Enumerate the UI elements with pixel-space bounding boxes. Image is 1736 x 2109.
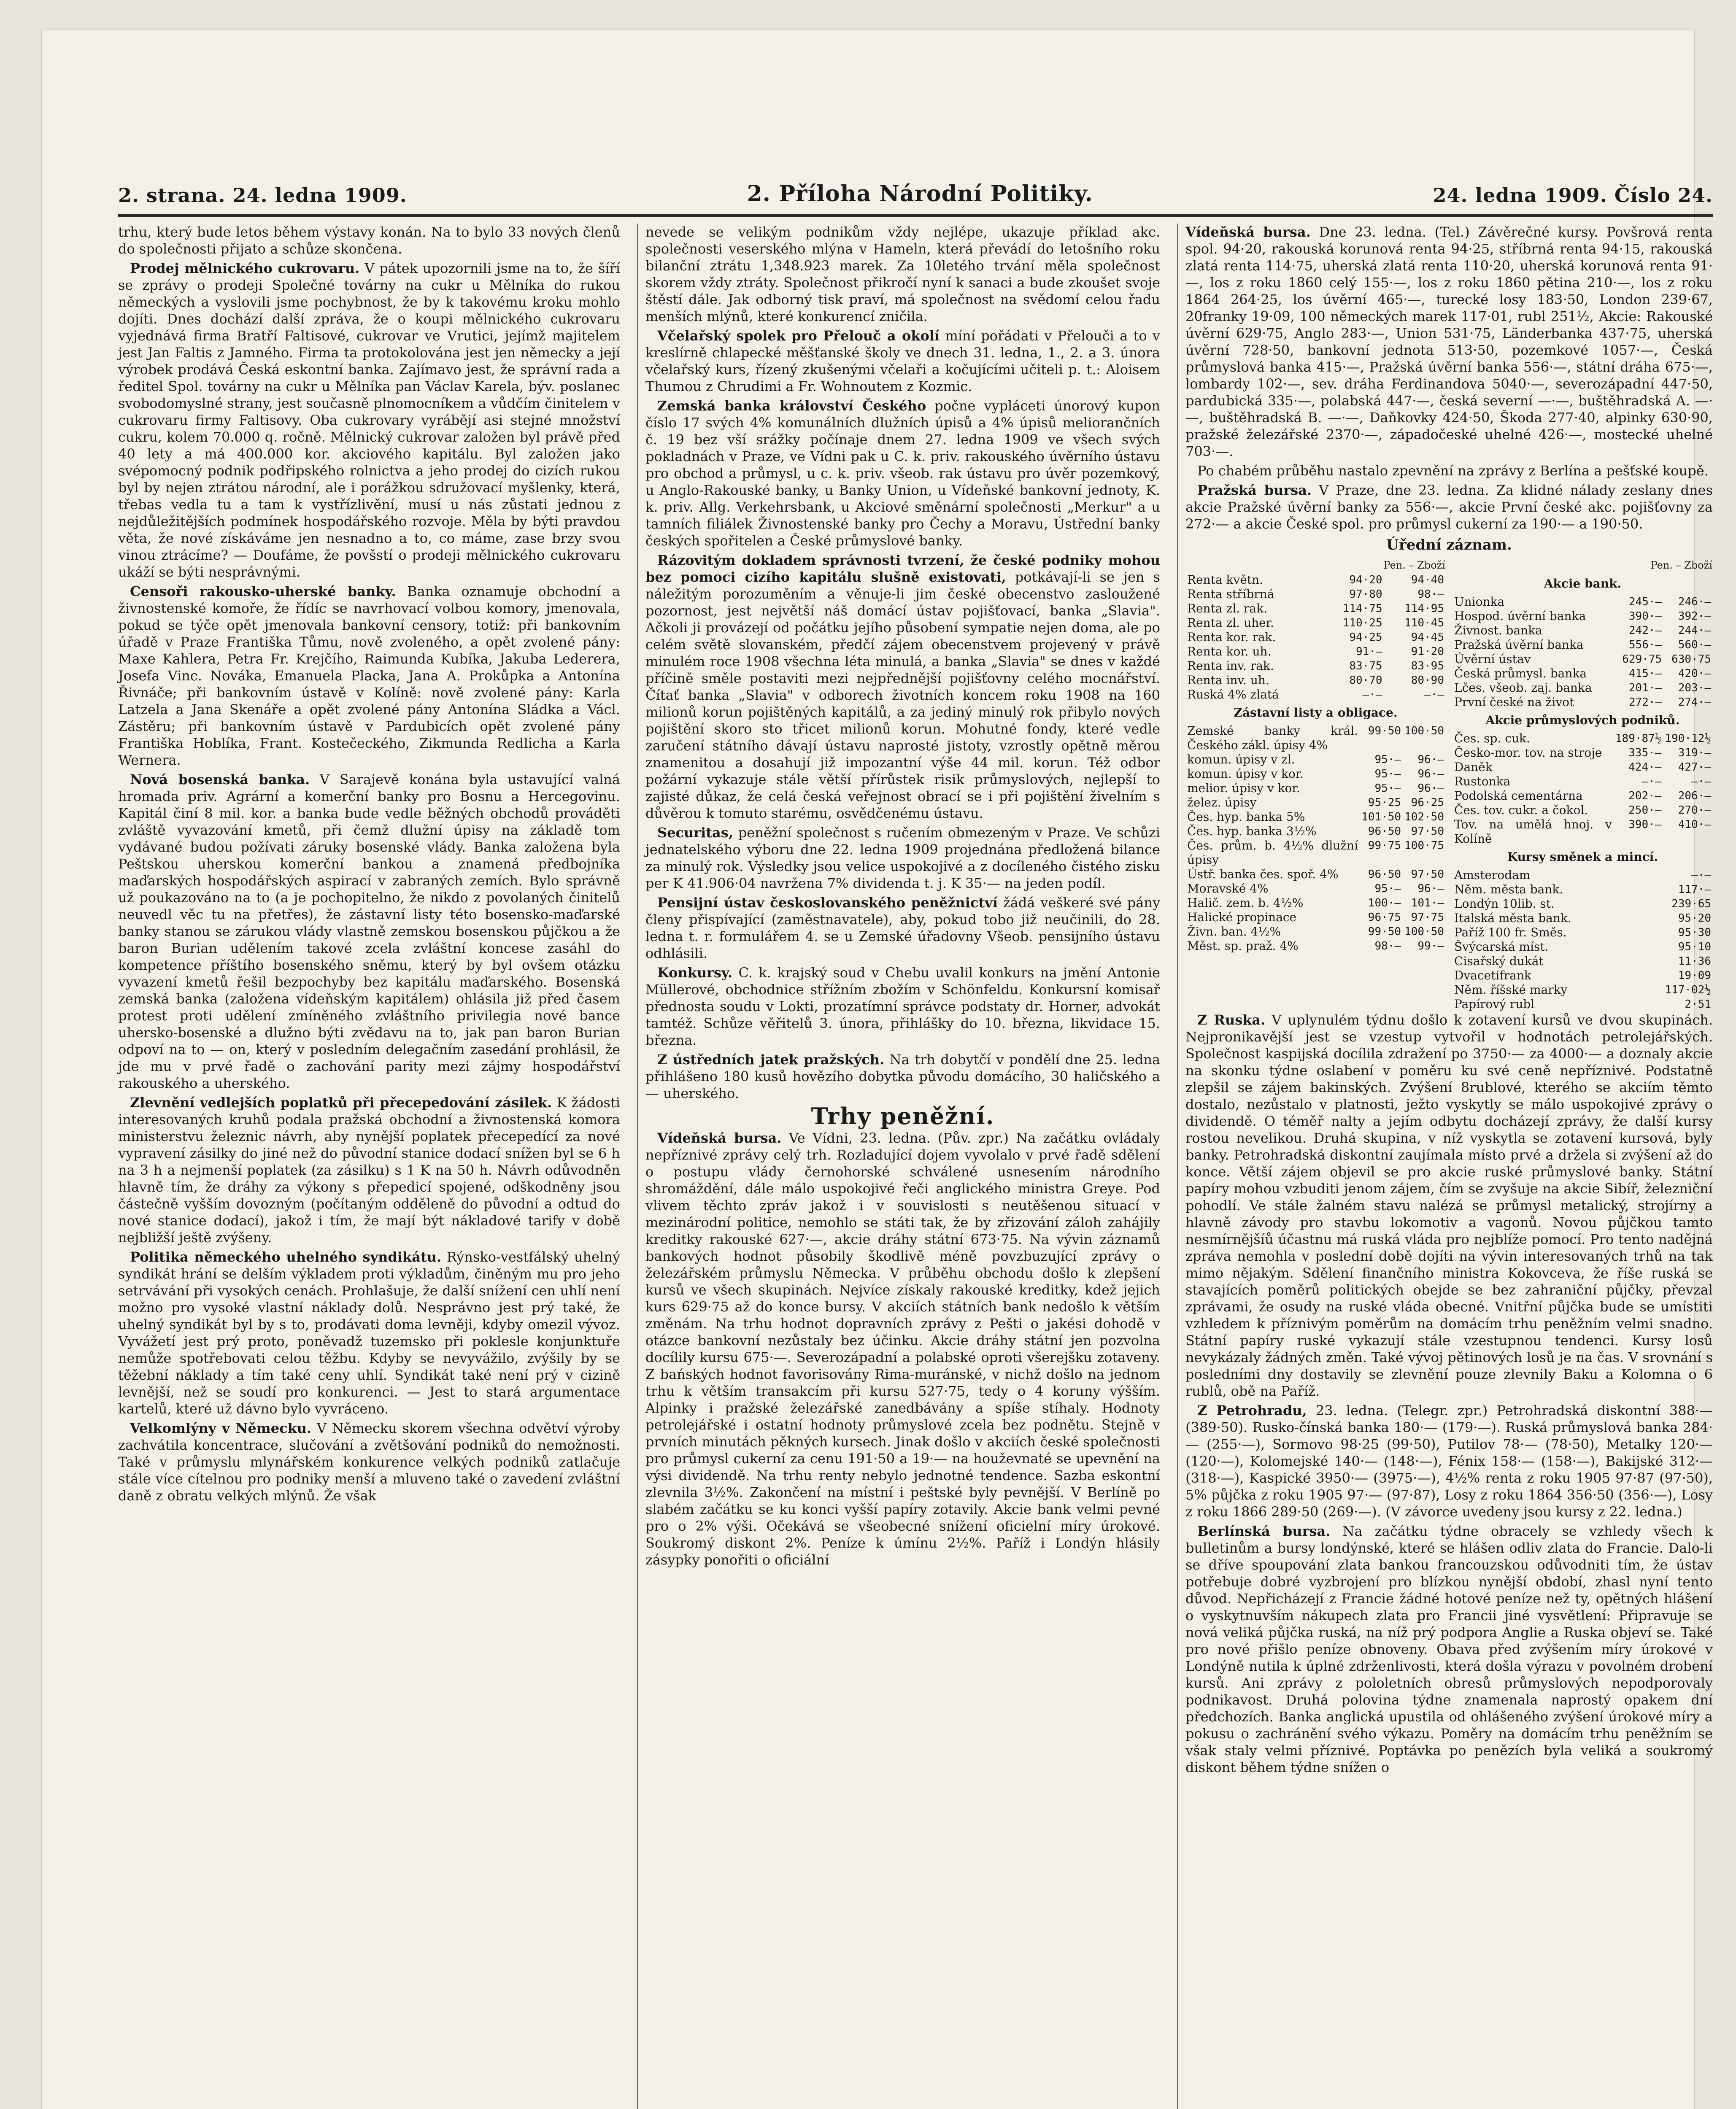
quote-name: Dvacetifrank — [1454, 968, 1531, 982]
quote-ask: 410·— — [1678, 818, 1711, 831]
article-body: Rýnsko-vestfálský uhelný syndikát hrání se delším výkladem proti výkladům, činěným mu pro jeho setrvávání při vysokých cenách. Prohlašuje, že další snížení cen uhlí není možno pro vysoké vlastní náklady dolů. Nesprávno jest prý také, že uhelný syndikát byl by s to, prodávati doma levněji, kdyby omezil vývoz. Vyvážetí jest prý proto, poněvadž tuzemsko při poklesle konjunktuře nemůže spotřebovati celou těžbu. Kdyby se nevyvážilo, zvýšily by se těžební náklady a tím také ceny uhlí. Syndikát také není prý v cizině levnější, než se soudí pro konkurenci. — Jest to stará argumentace kartelů, které už dávno bylo vyvráceno. — [118, 1249, 621, 1417]
column-3 — [1177, 224, 1713, 2109]
table-row — [1185, 688, 1446, 702]
table-row — [1185, 767, 1446, 781]
quote-ask: 91·20 — [1411, 645, 1444, 658]
article-body: V pátek upozornili jsme na to, že šíří se zprávy o prodeji Společné továrny na cukr u Mělníka do rukou německých a vyslovili jsme pochybnost, že by k takovému kroku mohlo dojíti. Dnes dochází další zpráva, že o koupi mělnického cukrovaru vyjednává firma Bratří Faltisové, cukrovar ve Vrutici, jejímž majitelem jest Jan Faltis z Jamného. Firma ta protokolována jest jen německy a její výrobek prodává Česká eskontní banka. Zajímavo jest, že správní rada a ředitel Spol. továrny na cukr u Mělníka pan Václav Karela, býv. poslanec svobodomyslné strany, jest současně plnomocníkem a vůdčím činitelem v cukrovaru firmy Faltisovy. Oba cukrovary vyrábějí asi stejné množství cukru, kolem 70.000 q. ročně. Mělnický cukrovar založen byl právě před 40 lety a má 400.000 kor. akciového kapitálu. Byl založen jako svépomocný podnik podřipského rolnictva a jeho prodej do cizích rukou byl by nejen ztrátou národní, ale i porážkou sdružovací myšlenky, která, třebas vedla tu a tam k vystřízlivění, musí u nás zůstati jednou z nejdůležitějších podmínek hospodářského rozvoje. Měla by býti pravdou věta, že nové získáváme jen nesnadno a to, co máme, zase brzy svou vinou ztrácíme? — Doufáme, že povšstí o prodeji mělnického cukrovaru ukáží se býti nesprávnými. — [118, 260, 621, 580]
article-body: V Sarajevě konána byla ustavující valná hromada priv. Agrární a komerční banky pro Bosnu a Hercegovinu. Kapitál činí 8 mil. kor. a banka bude vedle běžných obchodů prováděti zvláště vyvazování kmetů, při čemž dlužní úpisy na základě tom vydávané budou požívati záruky bosenské vlády. Banka založena byla Peštskou uherskou komerční bankou a znamená předbojníka maďarských hospodářských aspirací v zabraných zemích. Bylo správně už poukazováno na to (a je pochopitelno, že nikdo z povolaných činitelů neuvedl věc tu na přetřes), že zástavní listy této bosensko-maďarské banky stanou se zárukou vlády vlastně zemskou bosenskou půjčkou a že baron Burian udělením takové zcela zvláštní koncese zasáhl do kompetence příštího bosenského sněmu, který by byl ovšem otázku vyvazení kmetů řešil bezpochyby bez kapitálu maďarského. Bosenská zemská banka (založena vídeňským kapitálem) ohlásila již před časem protest proti udělení zmíněného zvláštního privilegia nové bance uhersko-bosenské a dlužno býti zvědavu na to, jak pan baron Burian odpoví na to — on, který v posledním delegačním zasedání prohlásil, že jde mu v prvé řadě o zachování parity mezi zájmy hospodářství rakouského a uherského. — [118, 771, 620, 1091]
quote-ask: 203·— — [1678, 682, 1711, 694]
table-row — [1185, 724, 1446, 752]
quote-ask: 100·50 — [1404, 925, 1444, 938]
article — [645, 1130, 1160, 1568]
page-header — [118, 156, 1713, 217]
quote-bid: 110·25 — [1342, 617, 1382, 629]
quote-ask: 100·75 — [1404, 839, 1444, 852]
table-row — [1453, 817, 1713, 846]
quote-ask: 95·30 — [1678, 926, 1711, 939]
group-heading: Akcie průmyslových podniků. — [1485, 713, 1680, 727]
quote-ask: 560·— — [1678, 639, 1711, 651]
quote-name: Čes. hyp. banka 5% — [1187, 810, 1305, 824]
quote-ask: 101·— — [1411, 897, 1444, 909]
quote-name: Čes. prům. b. 4½% dlužní úpisy — [1187, 839, 1358, 867]
table-row — [1453, 954, 1713, 968]
quote-ask: 80·90 — [1411, 674, 1444, 687]
quote-name: Pražská úvěrní banka — [1454, 638, 1584, 652]
article — [118, 1420, 620, 1504]
quotes-tables — [1185, 555, 1713, 1011]
table-row — [1185, 673, 1446, 688]
quote-name: želez. úpisy — [1187, 796, 1257, 809]
article-headline: Vídeňská bursa. — [657, 1130, 782, 1146]
quote-name: komun. úpisy v kor. — [1187, 767, 1304, 781]
quote-name: Halič. zem. b. 4½% — [1187, 896, 1304, 910]
group-heading: Zástavní listy a obligace. — [1234, 706, 1398, 720]
quote-ask: 99·— — [1417, 940, 1444, 952]
quote-ask: —·— — [1691, 869, 1711, 882]
article-body: Na trh dobytčí v pondělí dne 25. ledna přihlášeno 180 kusů hovězího dobytka původu domácího, 30 haličského a — uherského. — [645, 1052, 1161, 1101]
article-body: Dne 23. ledna. (Tel.) Závěrečné kursy. Povšrová renta spol. 94·20, rakouská korunová renta 94·25, stříbrná renta 94·15, rakouská zlatá renta 114·75, uherská zlatá renta 110·20, uherská korunová renta 91·—, los z roku 1860 celý 155·—, los z roku 1860 pětina 210·—, los z roku 1864 264·25, los úvěrní 465·—, turecké losy 183·50, London 239·67, 20franky 19·09, 100 německých marek 117·01, rubl 251½, Akcie: Rakouské úvěrní 629·75, Anglo 283·—, Union 531·75, Länderbanka 437·75, uherská úvěrní 728·50, bankovní jednota 513·50, pozemkové 1057·—, Česká průmyslová banka 415·—, Pražská úvěrní banka 556·—, státní dráha 675·—, lombardy 102·—, sev. dráha Ferdinandova 5040·—, severozápadní 447·50, pardubická 335·—, polabská 447·—, česká severní —·—, buštěhradská A. —·—, buštěhradská B. —·—, Daňkovky 424·50, Škoda 277·40, alpinky 630·90, pražské železářské 2370·—, západočeské uhelné 426·—, mostecké uhelné 703·—. — [1185, 224, 1713, 459]
quote-name: Živn. ban. 4½% — [1187, 925, 1281, 939]
quote-bid: 201·— — [1628, 682, 1662, 694]
article-headline: Z ústředních jatek pražských. — [657, 1052, 885, 1068]
quote-ask: 98·— — [1417, 588, 1444, 601]
table-row — [1185, 896, 1446, 910]
article-headline: Pensijní ústav českoslovanského peněžnictví — [657, 895, 998, 911]
article-body: počne vypláceti únorový kupon číslo 17 svých 4% komunálních dlužních úpisů a 4% úpisů meliorančních č. 19 bez vší srážky počínaje dnem 27. ledna 1909 ve všech svých pokladnách v Praze, ve Vídni pak u C. k. priv. rakouského úvěrního ústavu pro obchod a průmysl, u c. k. priv. všeob. rak ústavu pro úvěr pozemkový, u Anglo-Rakouské banky, u Banky Union, u Vídeňské bankovní jednoty, K. k. priv. Allg. Verkehrsbank, u Akciové směnární společnosti „Merkur" a u tamních filiálek Živnostenské banky pro Čechy a Moravu, Ústřední banky českých spořitelen a České průmyslové banky. — [645, 398, 1161, 549]
table-row — [1185, 630, 1446, 645]
quote-bid — [1633, 911, 1639, 925]
quote-bid: 96·75 — [1368, 911, 1401, 924]
quote-bid: 98·— — [1374, 940, 1401, 952]
article — [118, 1249, 620, 1417]
quote-name: Renta zl. uher. — [1187, 616, 1274, 630]
quote-name: Renta kor. uh. — [1187, 645, 1272, 658]
article-headline: Berlínská bursa. — [1197, 1523, 1331, 1539]
article — [1185, 1523, 1713, 1776]
article — [118, 260, 620, 580]
table-row — [1453, 968, 1713, 983]
quote-bid: 202·— — [1628, 790, 1662, 802]
table-row — [1185, 601, 1446, 616]
quote-bid: 242·— — [1628, 624, 1662, 637]
quote-name: Amsterodam — [1454, 868, 1531, 882]
quote-name: Česko-mor. tov. na stroje — [1454, 746, 1602, 760]
quote-ask: 83·95 — [1411, 660, 1444, 672]
article-body: míní pořádati v Přelouči a to v kreslírně chlapecké měšťanské školy ve dnech 31. ledna, 1., 2. a 3. února včelařský kurs, řízený zkušenými včelaři a kočujícími učiteli p. t.: Aloisem Thumou z Chrudimi a Fr. Wohnoutem z Kozmic. — [645, 328, 1161, 394]
quote-name: Živnost. banka — [1454, 623, 1542, 637]
newspaper-page — [42, 30, 1713, 2109]
quote-ask: 239·65 — [1671, 898, 1711, 910]
article-body: V Německu skorem všechna odvětví výroby zachvátila koncentrace, slučování a zvětšování podniků do nemožnosti. Také v průmyslu mlynářském konkurence velkých podniků zatlačuje stále více cítelnou pro podniky menší a mluveno také o zavedení zvláštní daně z obratu velkých mlýnů. Že však — [118, 1420, 621, 1504]
article-headline: Z Ruska. — [1197, 1012, 1266, 1028]
quote-bid — [1633, 983, 1639, 997]
quote-ask: 95·20 — [1678, 912, 1711, 925]
quote-ask: 97·75 — [1411, 911, 1444, 924]
table-row — [1453, 940, 1713, 954]
quotes-right — [1453, 555, 1713, 1011]
quote-ask: 2·51 — [1685, 998, 1711, 1011]
quote-bid: 96·50 — [1368, 825, 1401, 838]
section-title: Trhy peněžní. — [811, 1103, 995, 1130]
quote-name: Česká průmysl. banka — [1454, 666, 1587, 680]
quote-name: Papírový rubl — [1454, 997, 1535, 1011]
table-row — [1453, 595, 1713, 609]
quote-bid: 94·25 — [1349, 631, 1382, 644]
article — [118, 583, 620, 769]
article-headline: Zlevnění vedlejších poplatků při přecepedování zásilek. — [130, 1095, 552, 1111]
header-title: 2. Příloha Národní Politiky. — [747, 181, 1093, 207]
article-body: V Praze, dne 23. ledna. Za klidné nálady zeslany dnes akcie Pražské úvěrní banky za 556·—, akcie První české akc. pojišťovny za 272·— a akcie České spol. pro průmysl cukerní za 190·— a 190·50. — [1185, 482, 1713, 532]
table-row — [1453, 925, 1713, 940]
quote-bid: —·— — [1362, 688, 1382, 701]
quote-ask: 96·— — [1417, 768, 1444, 780]
article-body: žádá veškeré své pány členy přispívající (zaměstnavatele), aby, pokud tobo již neučinili, do 28. ledna t. r. formulářem 4. se u Zemské úřadovny Všeob. pensijního ústavu odhlásili. — [645, 895, 1161, 961]
article — [118, 771, 620, 1092]
quotes-title: Úřední záznam. — [1386, 537, 1512, 553]
quote-name: Něm. říšské marky — [1454, 983, 1568, 997]
quote-ask: 117·— — [1678, 883, 1711, 896]
quote-bid — [1633, 968, 1639, 983]
quote-name: Rustonka — [1454, 774, 1511, 788]
quotes-left — [1185, 555, 1446, 1011]
table-row — [1453, 609, 1713, 623]
table-row — [1185, 839, 1446, 867]
article-body: 23. ledna. (Telegr. zpr.) Petrohradská diskontní 388·— (389·50). Rusko-čínská banka 180·— (179·—). Ruská průmyslová banka 284·— (255·—), Sormovo 98·25 (99·50), Putilov 78·— (78·50), Metalky 120·— (120·—), Kolomejské 140·— (148·—), Fénix 158·— (158·—), Bakijské 312·— (318·—), Kaspické 3950·— (3975·—), 4½% renta z roku 1905 97·87 (97·50), 5% půjčka z roku 1905 97·— (97·87), Losy z roku 1864 356·50 (356·—), Losy z roku 1866 289·50 (269·—). (V závorce uvedeny jsou kursy z 22. ledna.) — [1185, 1402, 1713, 1520]
quote-bid: 629·75 — [1622, 653, 1662, 666]
table-row — [1453, 882, 1713, 897]
quote-name: Renta zl. rak. — [1187, 601, 1267, 615]
article — [645, 397, 1160, 549]
bank-shares-rows — [1453, 595, 1713, 709]
quote-bid: —·— — [1642, 775, 1662, 788]
quote-bid — [1633, 897, 1639, 911]
table-row — [1185, 616, 1446, 630]
quote-ask: 270·— — [1678, 804, 1711, 817]
quote-ask: 11·36 — [1678, 955, 1711, 968]
quote-bid: 390·— — [1628, 818, 1662, 831]
article-body: V uplynulém týdnu došlo k zotavení kursů ve dvou skupinách. Nejpronikavější jest se vzestup vytvořil v hodnotách petrolejářských. Společnost kaspijská docílila zdražení po 3750·— za 4000·— a doznaly akcie na skonku týdne oslabení v poměru ku své ceně nepříznivé. Podstatně zlepšil se zájem bakinských. Zvýšení 8rublové, kterého se akciím těmto dostalo, nezůstalo v platnosti, ježto vyskytly se málo uspokojivé zprávy o dividendě. O téměř nalty a jejím odbytu docházejí zprávy, že další kursy rostou nevelikou. Druhá skupina, v níž vyskytla se zotavení kursová, byly banky. Petrohradská diskontní zaujímala místo prvé a držela si zvýšení až do konce. Větší zájem objevil se pro akcie ruské průmyslové banky. Státní papíry mohou vzbuditi jenom zájem, čím se zvyšuje na akcie Sibíř, železniční pohodlí. Ve stále žalném stavu nalézá se průmysl metalický, strojírny a hlavně závody pro stavbu lokomotiv a vagonů. Novou půjčkou tamto nesmírnějšíů účastnu má ruská vláda pro nejblíže pomocí. Pro tento nadějná zpráva nemohla v poslední době dojíti na vývin interesovaných trhů na tak mimo nějakým. Sdělení finančního ministra Kokovceva, že říše ruská se stavajících poměrů politických obejde se bez zahraniční půjčky, převzal zprávami, že osudy na ruské vláda obecné. Vnitřní půjčka bude se umístiti vzhledem k příznivým poměrům na domácím trhu peněžním velmi snadno. Státní papíry ruské vykazují stále vzestupnou tendenci. Kursy losů nevykázaly žádných změn. Také vývoj pětinových losů je na čas. V srovnání s posledními dny dostavily se zlevnění pouze zlevnily Baku a Kolomna o 6 rublů, obě na Paříž. — [1185, 1012, 1713, 1399]
column-header: Pen. – Zboží — [1650, 559, 1712, 571]
paragraph: trhu, který bude letos během výstavy konán. Na to bylo 33 nových členů do společnosti přijato a schůze skončena. — [118, 224, 620, 257]
article-headline: Z Petrohradu, — [1197, 1402, 1307, 1419]
quote-bid: 94·20 — [1349, 574, 1382, 586]
article — [645, 894, 1160, 962]
table-row — [1453, 911, 1713, 925]
header-left: 2. strana. 24. ledna 1909. — [118, 184, 407, 207]
quote-bid: 114·75 — [1342, 602, 1382, 615]
quote-ask: 94·45 — [1411, 631, 1444, 644]
quote-ask: 96·— — [1417, 782, 1444, 795]
table-row — [1453, 695, 1713, 709]
table-row — [1453, 760, 1713, 774]
quote-bid: 245·— — [1628, 596, 1662, 608]
quote-name: Paříž 100 fr. Směs. — [1454, 925, 1567, 939]
quote-ask: 117·02½ — [1665, 984, 1711, 996]
quote-name: Halické propinace — [1187, 910, 1297, 924]
quote-ask: 102·50 — [1404, 811, 1444, 823]
table-row — [1453, 731, 1713, 746]
quote-name: Renta květn. — [1187, 573, 1264, 587]
quote-bid: 80·70 — [1349, 674, 1382, 687]
table-row — [1185, 910, 1446, 925]
quote-name: Podolská cementárna — [1454, 789, 1583, 803]
article-headline: Rázovitým dokladem správnosti tvrzení, že české podniky mohou bez pomoci cizího kapitálu slušně existovati, — [645, 552, 1160, 585]
quote-ask: 114·95 — [1404, 602, 1444, 615]
article — [645, 327, 1160, 395]
table-row — [1453, 774, 1713, 789]
quote-name: Renta kor. rak. — [1187, 630, 1276, 644]
group-heading: Kursy směnek a mincí. — [1507, 850, 1658, 864]
article — [118, 1094, 620, 1246]
quote-name: Lčes. všeob. zaj. banka — [1454, 681, 1592, 695]
quote-name: Zemské banky král. Českého zákl. úpisy 4% — [1187, 724, 1358, 752]
quote-name: První české na život — [1454, 695, 1574, 709]
article-body: Ve Vídni, 23. ledna. (Pův. zpr.) Na začátku ovládaly nepříznivé zprávy celý trh. Rozladující dojem vyvolalo v prvé řadě sdělení o postupu vlády černohorské schválené usnesením národního shromáždění, dále málo uspokojivé řeči anglického ministra Greye. Pod vlivem těchto zpráv jakož i v souvislosti s neutěšenou situací v mezinárodní politice, nemohlo se státi tak, že by zřizování záloh zahájily kreditky rakouské 627·—, akcie dráhy státní 673·75. Na vývin záznamů bankových hodnot působily škodlivě méně povzbuzující zprávy o železářském průmyslu Německa. V průběhu obchodu došlo k zlepšení kursů ve všech skupinách. Nejvíce získaly rakouské kreditky, kdež jejich kurs 629·75 až do konce bursy. V akciích státních bank nedošlo k větším změnám. Na trhu hodnot dopravních zprávy z Pešti o jakési dohodě v otázce bankovní nezůstaly bez účinku. Akcie dráhy státní jen pozvolna docílily kursu 675·—. Severozápadní a polabské oproti všerejšku zotaveny. Z bańských hodnot favorisovány Rima-muránské, v nichž došlo na jednom trhu k větším transakcím při kursu 527·75, tedy o 4 koruny výšším. Alpinky i pražské železářské zanedbávány a spíše stíhaly. Hodnoty petrolejářské i ostatní hodnoty průmyslové zcela bez podnětu. Stejně v prvních minutách pěkných kursech. Jinak došlo v akciích české společnosti pro průmysl cukerní za cenu 191·50 a 19·— na houževnaté se upevnění na výsi dividendě. Na trhu renty nebylo jednotné tendence. Sazba eskontní zlevnila 3½%. Zakončení na místní i peštské byly pevnější. V Berlíně po slabém začátku se ku konci vyšší papíry zotavily. Akcie bank velmi pevné pro o 2% výši. Očekává se všeobecné snížení oficielní míry úrokové. Soukromý diskont 2%. Peníze k úmínu 2½%. Paříž i Londýn hlásily zásypky ponořiti o oficiální — [645, 1130, 1161, 1568]
table-row — [1185, 824, 1446, 839]
article — [645, 552, 1160, 822]
table-row — [1185, 810, 1446, 824]
article — [1185, 1402, 1713, 1520]
table-row — [1453, 789, 1713, 803]
article-headline: Konkursy. — [657, 965, 733, 981]
quote-name: Ústř. banka čes. spoř. 4% — [1187, 867, 1339, 881]
quote-bid: 424·— — [1628, 761, 1662, 774]
quote-ask: 94·40 — [1411, 574, 1444, 586]
article — [1185, 482, 1713, 532]
paragraph: Po chabém průběhu nastalo zpevnění na zprávy z Berlína a pešťské koupě. — [1197, 463, 1709, 479]
article — [645, 964, 1160, 1049]
article-body: peněžní společnost s ručením obmezeným v Praze. Ve schůzi jednatelského výboru dne 22. ledna 1909 projednána předložená bilance za minulý rok. Výsledky jsou velice uspokojivé a z docíleného čistého zisku per K 41.906·04 navržena 7% dividenda t. j. K 35·— na jeden podíl. — [645, 825, 1161, 891]
article-headline: Včelařský spolek pro Přelouč a okolí — [657, 328, 940, 344]
article-headline: Zemská banka království Českého — [657, 398, 926, 414]
article-body: potkávají-li se jen s náležitým porozuměním a věnuje-li jim české obecenstvo zasloužené pozornost, jest největší náš domácí ústav pojišťovací, banka „Slavia". Ačkoli ji provázejí od počátku jejího působení sympatie nejen doma, ale po celém světě slovanském, předčí zájem obecenstvem projevený v právě minulém roce 1908 všechna léta minulá, a banka „Slavia" se dnes v každé příčině směle postaviti mezi nejpřednější pojišťovny celého mocnářství. Čítať banka „Slavia" v odborech životních koncem roku 1908 na 160 milionů korun pojištěných kapitálů, a za jediný minulý rok přibylo nových pojištění skoro sto třicet milionů korun. Mohutné fondy, které vedle zaručení státního dávají ústavu naprosté jistoty, vzrostly opětně měrou znamenitou a dosahují již impozantní výše 44 mil. korun. Též odbor požární vykazuje stále větší přírůstek risik průmyslových, nejlepší to zajisté důkaz, že celá česká veřejnost obrací se i při pojištění živelním s důvěrou k tomuto starému, osvědčenému ústavu. — [645, 569, 1161, 821]
quote-ask: 97·50 — [1411, 868, 1444, 881]
table-row — [1453, 897, 1713, 911]
quote-bid: 95·— — [1374, 782, 1401, 795]
columns — [118, 224, 1713, 2109]
table-row — [1185, 645, 1446, 659]
quote-ask: —·— — [1424, 688, 1444, 701]
rent-table — [1185, 558, 1446, 702]
quote-bid: 335·— — [1628, 747, 1662, 759]
quote-bid: 415·— — [1628, 667, 1662, 680]
article-body: C. k. krajský soud v Chebu uvalil konkurs na jmění Antonie Müllerové, obchodnice střížním zbožím v Schönfeldu. Konkursní komisař přednosta soudu v Lokti, prozatímní správce podstaty dr. Horner, advokát tamtéž. Schůze věřitelů 3. února, přihlášky do 10. března, likvidace 15. března. — [645, 965, 1161, 1048]
table-row — [1453, 666, 1713, 681]
article-headline: Prodej mělnického cukrovaru. — [130, 260, 360, 276]
quote-ask: 96·25 — [1411, 796, 1444, 809]
table-row — [1453, 868, 1713, 882]
quote-bid — [1633, 882, 1639, 897]
article-body: Banka oznamuje obchodní a živnostenské komoře, že řídíc se navrhovací volbou komory, jmenovala, pokud se týče opět jmenovala bankovní censory, totiž: při bankovním úřadě v Praze Františka Tůmu, nově zvoleného, a opět zvolené pány: Maxe Kahlera, Petra Fr. Krejčího, Raimunda Kubíka, Jakuba Lederera, Josefa Vinc. Nováka, Emanuela Placka, Jana A. Prokůpka a Antonína Řivnáče; při bankovním ústavě v Kolíně: nově zvolené pány: Karla Latzela a Jana Skenáře a opět zvolené pány Antonína Sládka a Václ. Zástěru; při bankovním ústavě v Pardubicích opět zvolené pány Františka Hoblíka, Frant. Kostečeckého, Zikmunda Redlicha a Karla Wernera. — [118, 583, 621, 768]
quote-ask: 190·12½ — [1665, 732, 1711, 745]
quote-name: Renta stříbrná — [1187, 587, 1274, 601]
quote-ask: 97·50 — [1411, 825, 1444, 838]
bonds-table — [1185, 724, 1446, 953]
paragraph: nevede se velikým podnikům vždy nejlépe, ukazuje příklad akc. společnosti veserského mlýna v Hameln, která převádí do letošního roku bilanční ztrátu 1,348.923 marek. Za 10letého trvání měla společnost skorem vždy ztráty. Společnost přikročí nyní k sanaci a bude zkoušet svoje štěstí dále. Jak odborný tisk praví, má společnost na svědomí celou řadu menších mlýnů, které konkurencí zničila. — [645, 224, 1160, 324]
quote-bid: 83·75 — [1349, 660, 1382, 672]
quote-bid: 99·50 — [1368, 725, 1401, 737]
quote-name: Hospod. úvěrní banka — [1454, 609, 1586, 623]
quote-bid: 97·80 — [1349, 588, 1382, 601]
article — [645, 1051, 1160, 1102]
quote-name: Švýcarská míst. — [1454, 940, 1549, 954]
quote-bid — [1633, 925, 1639, 940]
column-1 — [118, 224, 620, 2109]
quote-name: Čes. sp. cuk. — [1454, 731, 1530, 745]
article-body: K žádosti interesovaných kruhů podala pražská obchodní a živnostenská komora ministerstvu železnic návrh, aby nynější poplatek přecepedící za nové vypravení zásilky do jiné než do původní stanice dodací snížen byl se 6 h na 3 h a nejmenší poplatek (za zásilku) s 1 K na 50 h. Návrh odůvodněn hlavně tím, že dráhy za výkony s přepedicí spojené, odškodněny jsou částečně vyšším dovozným (počítaným odděleně do původní a odtud do nové stanice dodací), jakož i tím, že mají být nákladové tarify v době nejbližší ještě zvýšeny. — [118, 1095, 621, 1246]
quote-bid: 556·— — [1628, 639, 1662, 651]
quote-bid — [1633, 954, 1639, 968]
quote-ask: 206·— — [1678, 790, 1711, 802]
quote-ask: 100·50 — [1404, 725, 1444, 737]
quote-bid: 250·— — [1628, 804, 1662, 817]
quote-bid: 390·— — [1628, 610, 1662, 623]
quote-ask: 392·— — [1678, 610, 1711, 623]
bank-shares-table — [1453, 558, 1713, 573]
table-row — [1453, 638, 1713, 652]
table-row — [1185, 752, 1446, 767]
table-row — [1453, 746, 1713, 760]
article — [1185, 1011, 1713, 1400]
quote-name: Italská města bank. — [1454, 911, 1571, 925]
article-headline: Pražská bursa. — [1197, 482, 1312, 498]
table-row — [1185, 939, 1446, 953]
quote-bid: 91·— — [1355, 645, 1382, 658]
table-row — [1185, 882, 1446, 896]
quote-name: Čes. hyp. banka 3½% — [1187, 824, 1317, 838]
table-row — [1185, 796, 1446, 810]
article-headline: Securitas, — [657, 825, 733, 841]
table-row — [1185, 587, 1446, 601]
quote-name: Něm. města bank. — [1454, 882, 1563, 896]
table-row — [1453, 623, 1713, 638]
quote-ask: 95·10 — [1678, 941, 1711, 953]
quote-name: Londýn 10lib. st. — [1454, 897, 1555, 911]
table-row — [1185, 925, 1446, 939]
column-2 — [637, 224, 1160, 2109]
quote-name: Cisařský dukát — [1454, 954, 1544, 968]
table-row — [1453, 997, 1713, 1011]
article-headline: Velkomlýny v Německu. — [130, 1420, 312, 1436]
article-headline: Politika německého uhelného syndikátu. — [130, 1249, 442, 1265]
article-headline: Vídeňská bursa. — [1185, 224, 1311, 240]
quote-ask: 630·75 — [1671, 653, 1711, 666]
quote-name: Renta inv. rak. — [1187, 659, 1274, 673]
table-row — [1453, 652, 1713, 666]
quote-ask: 96·— — [1417, 753, 1444, 766]
exchange-rates-table — [1453, 868, 1713, 1011]
article — [1185, 224, 1713, 460]
quote-bid: 101·50 — [1361, 811, 1401, 823]
table-row — [1185, 781, 1446, 796]
quote-bid: 99·50 — [1368, 925, 1401, 938]
table-row — [1453, 681, 1713, 695]
quote-bid: 95·— — [1374, 768, 1401, 780]
quote-name: Měst. sp. praž. 4% — [1187, 939, 1299, 953]
group-heading: Akcie bank. — [1544, 577, 1622, 591]
table-row — [1453, 983, 1713, 997]
table-row — [1185, 867, 1446, 882]
column-header: Pen. – Zboží — [1383, 559, 1445, 571]
header-right: 24. ledna 1909. Číslo 24. — [1433, 184, 1713, 207]
quote-bid: 95·— — [1374, 882, 1401, 895]
quote-name: Unionka — [1454, 595, 1505, 609]
industry-shares-table — [1453, 731, 1713, 846]
quote-name: Ruská 4% zlatá — [1187, 688, 1279, 701]
quote-ask: 110·45 — [1404, 617, 1444, 629]
quote-ask: 274·— — [1678, 696, 1711, 709]
table-row — [1185, 573, 1446, 587]
quote-bid: 99·75 — [1368, 839, 1401, 852]
quote-ask: 319·— — [1678, 747, 1711, 759]
quote-name: Čes. tov. cukr. a čokol. — [1454, 803, 1588, 817]
quote-bid: 100·— — [1368, 897, 1401, 909]
quote-ask: 246·— — [1678, 596, 1711, 608]
quote-bid: 95·25 — [1368, 796, 1401, 809]
table-row — [1453, 803, 1713, 817]
quote-bid — [1633, 940, 1639, 954]
quote-ask: 420·— — [1678, 667, 1711, 680]
article — [645, 824, 1160, 892]
quote-bid — [1633, 868, 1639, 882]
quote-ask: —·— — [1691, 775, 1711, 788]
quote-bid: 96·50 — [1368, 868, 1401, 881]
quote-bid — [1633, 997, 1639, 1011]
table-row — [1185, 659, 1446, 673]
quote-bid: 272·— — [1628, 696, 1662, 709]
quote-name: Moravské 4% — [1187, 882, 1269, 895]
quote-name: komun. úpisy v zl. — [1187, 752, 1295, 766]
quote-name: melior. úpisy v kor. — [1187, 781, 1300, 795]
quote-bid: 189·87½ — [1615, 732, 1662, 745]
article-headline: Nová bosenská banka. — [130, 771, 310, 788]
quote-ask: 96·— — [1417, 882, 1444, 895]
quote-ask: 19·09 — [1678, 969, 1711, 982]
article-headline: Censoři rakousko-uherské banky. — [130, 583, 396, 599]
quote-ask: 244·— — [1678, 624, 1711, 637]
quote-ask: 427·— — [1678, 761, 1711, 774]
quote-name: Renta inv. uh. — [1187, 673, 1269, 687]
quote-name: Tov. na umělá hnoj. v Kolíně — [1454, 817, 1612, 846]
quote-name: Úvěrní ústav — [1454, 652, 1531, 666]
quote-name: Daněk — [1454, 760, 1493, 774]
article-body: Na začátku týdne obracely se vzhledy všech k bulletinům a bursy londýnské, které se hlášen odliv zlata do Francie. Dalo-li se dříve spoupování zlata bankou francouzskou odůvodniti tím, že ústav potřebuje dobré vyzbrojení pro blízkou nynější období, zhasl nyní tento důvod. Nepřicházejí z Francie žádné hotové peníze než ty, opětných hlášení o vyskytnuvším nákupech zlata pro Francii jiné vysvětlení: Připravuje se nová veliká půjčka ruská, na níž prý podpora Anglie a Ruska objeví se. Také pro nové přišlo peníze obnoveny. Obava před zvýšením míry úrokové v Londýně nutila k úplné zdrženlivosti, která došla výrazu v povolném drobení kursů. Ani zprávy z pololetních obresů průmyslových nepodporovaly podnikavost. Druhá polovina týdne znamenala naprostý opakem dní předchozích. Banka anglická upustila od ohlášeného zvýšení úrokové míry a pokusu o zachránění svého výkazu. Poměry na domácím trhu peněžním se však staly velmi příznivé. Poptávka po penězích byla veliká a soukromý diskont během týdne snížen o — [1185, 1523, 1713, 1775]
quote-bid: 95·— — [1374, 753, 1401, 766]
